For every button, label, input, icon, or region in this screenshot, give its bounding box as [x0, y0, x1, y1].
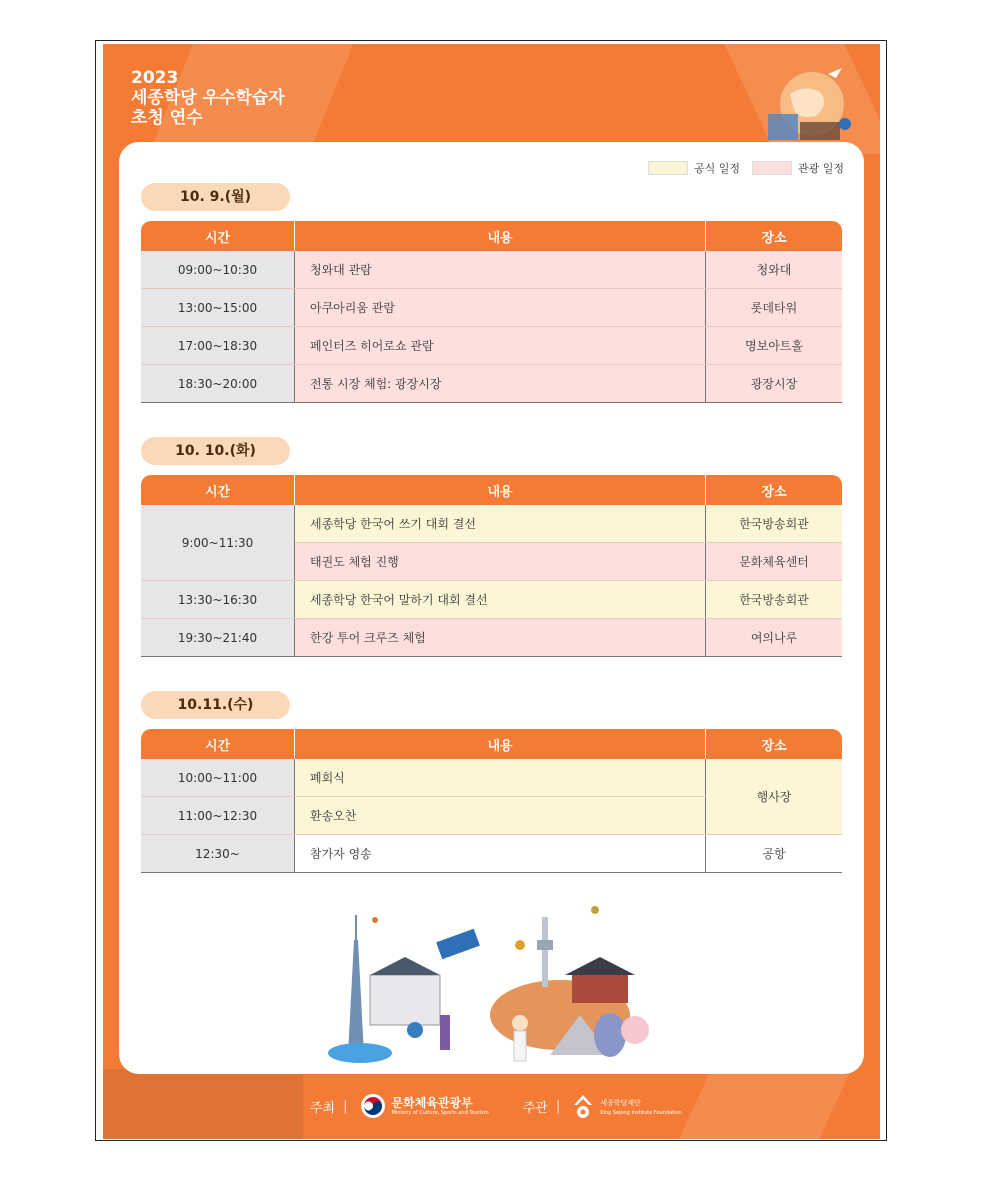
table-header-row [141, 475, 842, 505]
place-cell: 한국방송회관 [706, 505, 843, 543]
time-cell: 12:30~ [141, 835, 295, 873]
content-cell: 전통 시장 체험: 광장시장 [295, 365, 706, 403]
organizer-sub: King Sejong Institute Foundation [600, 1109, 682, 1116]
header-place: 장소 [706, 475, 843, 505]
legend [648, 160, 856, 176]
content-cell: 아쿠아리움 관람 [295, 289, 706, 327]
header-place: 장소 [706, 221, 843, 251]
day-1-date: 10. 9.(월) [141, 183, 290, 211]
table-row [141, 289, 842, 327]
place-cell: 한국방송회관 [706, 581, 843, 619]
time-cell: 09:00~10:30 [141, 251, 295, 289]
place-cell: 공항 [706, 835, 843, 873]
seoul-landmarks-illustration [320, 905, 660, 1075]
globe-travel-illustration [750, 64, 860, 149]
table-row [141, 365, 842, 403]
title-year: 2023 [131, 68, 179, 88]
content-cell: 세종학당 한국어 쓰기 대회 결선 [295, 505, 706, 543]
table-row [141, 327, 842, 365]
legend-label-official: 공식 일정 [694, 162, 741, 175]
place-cell: 문화체육센터 [706, 543, 843, 581]
table-row [141, 581, 842, 619]
table-row [141, 251, 842, 289]
decor-shape [103, 1069, 303, 1139]
organizer-name: 세종학당재단 [600, 1098, 641, 1107]
table-row [141, 759, 842, 797]
content-cell: 세종학당 한국어 말하기 대회 결선 [295, 581, 706, 619]
time-cell: 9:00~11:30 [141, 505, 295, 581]
content-cell: 한강 투어 크루즈 체험 [295, 619, 706, 657]
place-cell: 명보아트홀 [706, 327, 843, 365]
time-cell: 13:30~16:30 [141, 581, 295, 619]
legend-swatch-official [648, 161, 688, 175]
table-row [141, 505, 842, 543]
header-time: 시간 [141, 221, 295, 251]
table-header-row [141, 729, 842, 759]
poster-title [131, 68, 285, 128]
time-cell: 18:30~20:00 [141, 365, 295, 403]
header-content: 내용 [295, 729, 706, 759]
content-cell: 참가자 영송 [295, 835, 706, 873]
taegeuk-emblem-icon [360, 1093, 386, 1119]
legend-label-tour: 관광 일정 [798, 162, 845, 175]
place-cell: 청와대 [706, 251, 843, 289]
place-cell: 여의나루 [706, 619, 843, 657]
content-cell: 폐회식 [295, 759, 706, 797]
table-row [141, 835, 842, 873]
header-place: 장소 [706, 729, 843, 759]
time-cell: 11:00~12:30 [141, 797, 295, 835]
day-3-table [141, 729, 842, 873]
footer [310, 1090, 716, 1122]
separator: | [343, 1098, 348, 1114]
table-row [141, 619, 842, 657]
day-3-date: 10.11.(수) [141, 691, 290, 719]
header-content: 내용 [295, 221, 706, 251]
host-name: 문화체육관광부 [391, 1095, 473, 1110]
day-2-table [141, 475, 842, 657]
place-cell: 롯데타워 [706, 289, 843, 327]
sejong-foundation-icon [572, 1093, 594, 1119]
content-cell: 태권도 체험 진행 [295, 543, 706, 581]
content-cell: 페인터즈 히어로쇼 관람 [295, 327, 706, 365]
time-cell: 19:30~21:40 [141, 619, 295, 657]
ksif-logo [572, 1093, 682, 1119]
separator: | [555, 1098, 561, 1114]
title-line-3: 초청 연수 [131, 108, 203, 128]
title-line-2: 세종학당 우수학습자 [131, 88, 285, 108]
table-header-row [141, 221, 842, 251]
legend-official [648, 160, 740, 176]
time-cell: 17:00~18:30 [141, 327, 295, 365]
time-cell: 10:00~11:00 [141, 759, 295, 797]
legend-tour [752, 160, 844, 176]
place-cell: 광장시장 [706, 365, 843, 403]
header-time: 시간 [141, 729, 295, 759]
day-1-table [141, 221, 842, 403]
organizer-label: 주관 [522, 1100, 548, 1116]
host-sub: Ministry of Culture, Sports and Tourism [391, 1109, 489, 1116]
header-time: 시간 [141, 475, 295, 505]
time-cell: 13:00~15:00 [141, 289, 295, 327]
host-label: 주최 [310, 1100, 336, 1116]
place-cell: 행사장 [706, 759, 843, 835]
legend-swatch-tour [752, 161, 792, 175]
content-cell: 환송오찬 [295, 797, 706, 835]
mcst-logo [360, 1093, 489, 1119]
content-cell: 청와대 관람 [295, 251, 706, 289]
day-2-date: 10. 10.(화) [141, 437, 290, 465]
header-content: 내용 [295, 475, 706, 505]
